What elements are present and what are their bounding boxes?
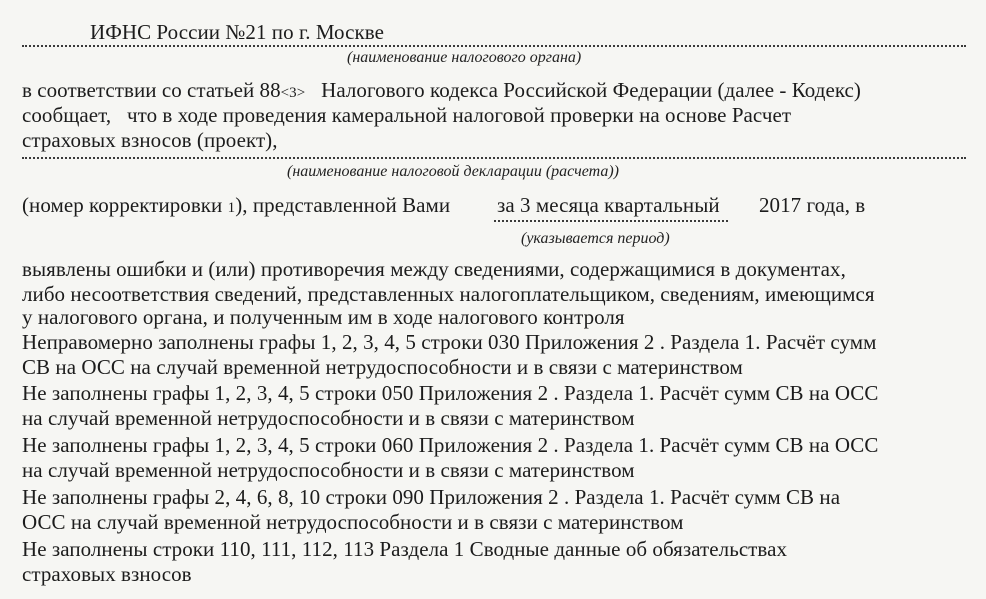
error-item-5-line-2: страховых взносов [22, 562, 192, 586]
intro-line-1 [22, 78, 861, 105]
period-prefix: (номер корректировки [22, 193, 223, 217]
intro-line-1-gap [305, 78, 321, 102]
intro-line-3: страховых взносов (проект), [22, 128, 278, 152]
error-item-1-line-1: Неправомерно заполнены графы 1, 2, 3, 4, 5 строки 030 Приложения 2 . Раздела 1. Расчёт сумм [22, 330, 877, 354]
error-item-3-line-2: на случай временной нетрудоспособности и в связи с материнством [22, 458, 635, 482]
authority-underline [22, 45, 966, 47]
findings-line-1: выявлены ошибки и (или) противоречия между сведениями, содержащимися в документах, [22, 257, 846, 281]
findings-line-3: у налогового органа, и полученным им в ходе налогового контроля [22, 305, 625, 329]
intro-line-2: сообщает, что в ходе проведения камеральной налоговой проверки на основе Расчет [22, 103, 792, 127]
period-line [22, 193, 450, 220]
period-underline [494, 220, 728, 222]
error-item-1-line-2: СВ на ОСС на случай временной нетрудоспособности и в связи с материнством [22, 355, 743, 379]
intro-line-1-ref: <3> [280, 85, 306, 101]
period-year: 2017 года, в [759, 193, 866, 217]
intro-line-1-suffix: Налогового кодекса Российской Федерации (далее - Кодекс) [321, 78, 861, 102]
error-item-2-line-2: на случай временной нетрудоспособности и в связи с материнством [22, 406, 635, 430]
authority-name: ИФНС России №21 по г. Москве [90, 20, 384, 44]
error-item-2-line-1: Не заполнены графы 1, 2, 3, 4, 5 строки 050 Приложения 2 . Раздела 1. Расчёт сумм СВ на ОСС [22, 381, 879, 405]
findings-line-2: либо несоответствия сведений, представленных налогоплательщиком, сведениям, имеющимся [22, 282, 875, 306]
correction-number: 1 [227, 200, 236, 216]
authority-caption: (наименование налогового органа) [347, 49, 582, 66]
error-item-4-line-2: ОСС на случай временной нетрудоспособности и в связи с материнством [22, 510, 684, 534]
declaration-underline [22, 157, 966, 159]
error-item-5-line-1: Не заполнены строки 110, 111, 112, 113 Раздела 1 Сводные данные об обязательствах [22, 537, 788, 561]
intro-line-1-prefix: в соответствии со статьей 88 [22, 78, 281, 102]
declaration-caption: (наименование налоговой декларации (расчета)) [287, 163, 619, 180]
period-caption: (указывается период) [521, 230, 670, 247]
period-value: за 3 месяца квартальный [497, 193, 720, 217]
period-middle: ), представленной Вами [235, 193, 451, 217]
error-item-4-line-1: Не заполнены графы 2, 4, 6, 8, 10 строки 090 Приложения 2 . Раздела 1. Расчёт сумм СВ на [22, 485, 841, 509]
error-item-3-line-1: Не заполнены графы 1, 2, 3, 4, 5 строки 060 Приложения 2 . Раздела 1. Расчёт сумм СВ на ОСС [22, 433, 879, 457]
